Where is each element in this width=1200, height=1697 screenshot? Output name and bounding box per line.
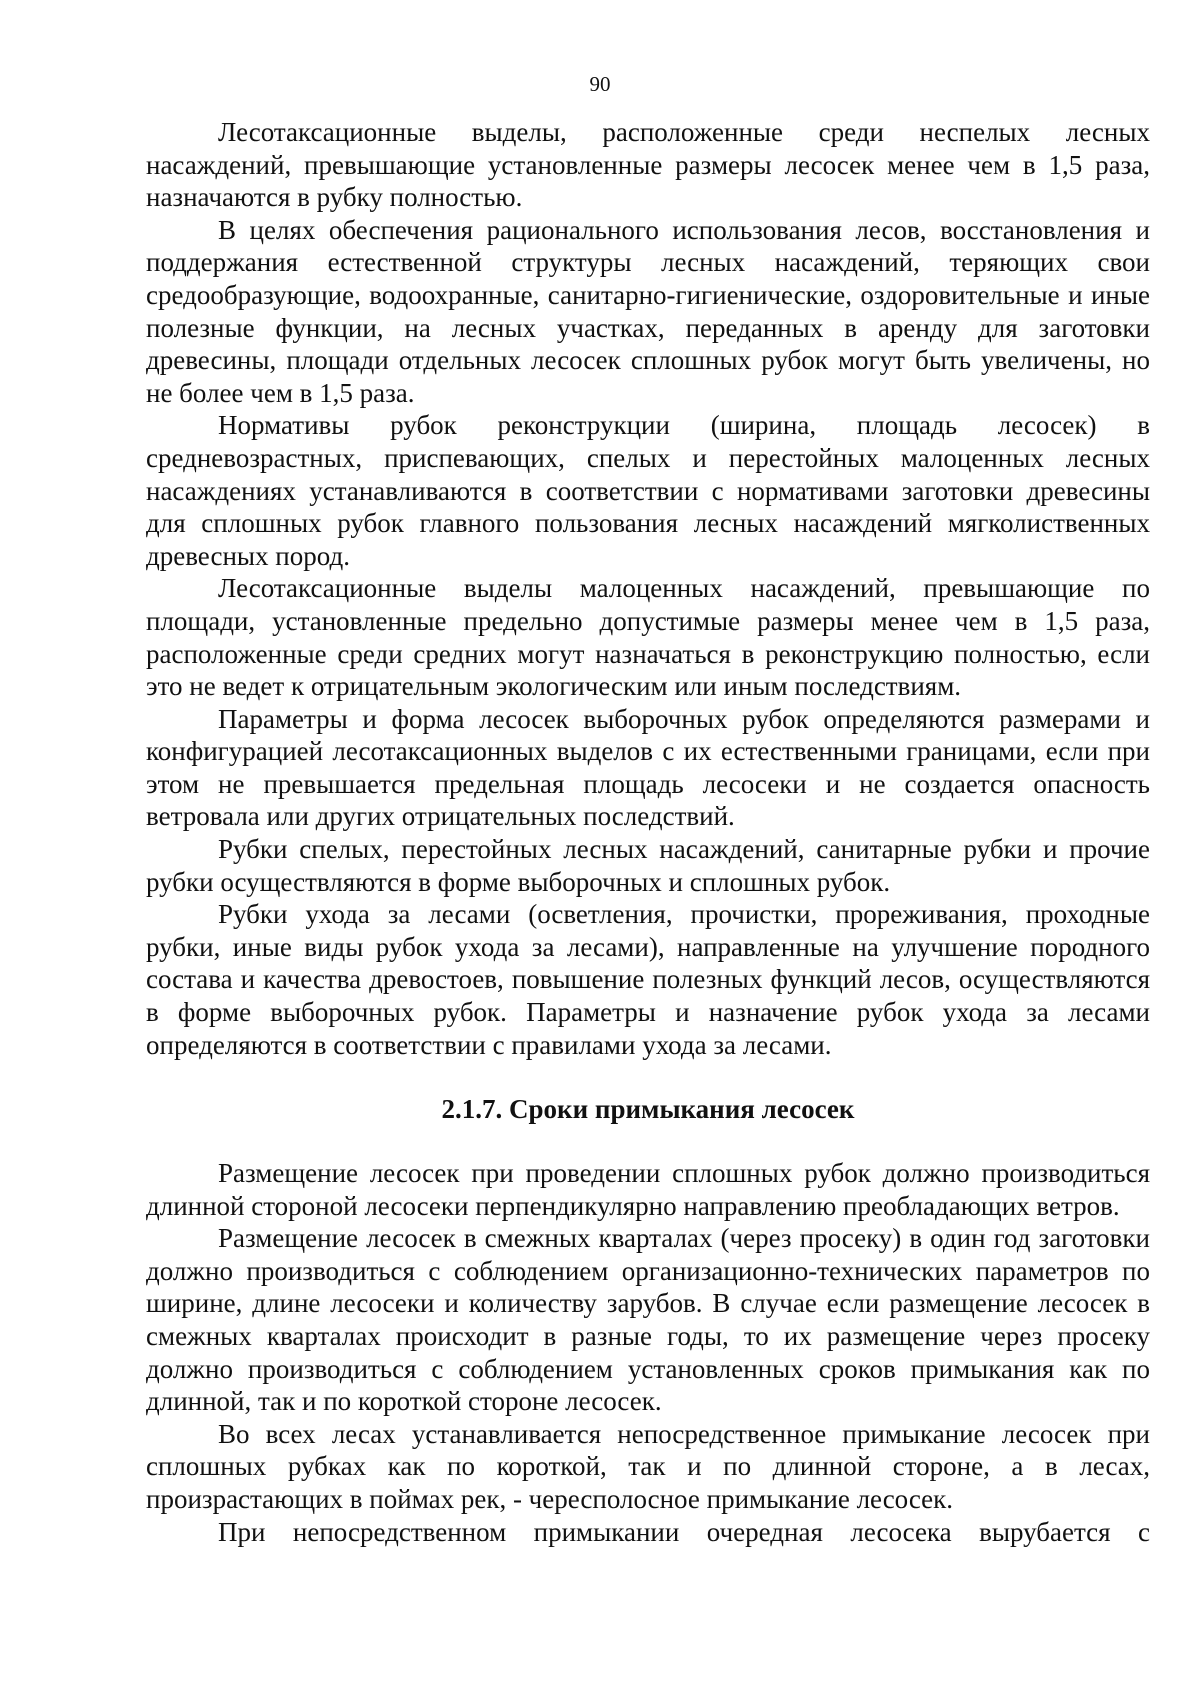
section-heading: 2.1.7. Сроки примыкания лесосек (441, 1094, 855, 1124)
paragraph: Нормативы рубок реконструкции (ширина, площадь лесосек) в средневозрастных, приспевающих, спелых и перестойных малоценных лесных насаждениях устанавливаются в соответствии с нормативами заготовки древесины для сплошных рубок главного пользования лесных насаждений мягколиственных древесных пород. (146, 410, 1150, 571)
paragraph: При непосредственном примыкании очередная лесосека вырубается с (218, 1516, 1150, 1547)
paragraph: Параметры и форма лесосек выборочных рубок определяются размерами и конфигурацией лесотаксационных выделов с их естественными границами, если при этом не превышается предельная площадь лесосеки и не создается опасность ветровала или других отрицательных последствий. (146, 703, 1150, 832)
paragraph: Лесотаксационные выделы, расположенные среди неспелых лесных насаждений, превышающие установленные размеры лесосек менее чем в 1,5 раза, назначаются в рубку полностью. (146, 117, 1150, 213)
paragraph: Рубки ухода за лесами (осветления, прочистки, прореживания, проходные рубки, иные виды рубок ухода за лесами), направленные на улучшение породного состава и качества древостоев, повышение полезных функций лесов, осуществляются в форме выборочных рубок. Параметры и назначение рубок ухода за лесами определяются в соответствии с правилами ухода за лесами. (146, 899, 1150, 1060)
paragraph: Размещение лесосек при проведении сплошных рубок должно производиться длинной стороной лесосеки перпендикулярно направлению преобладающих ветров. (146, 1158, 1150, 1221)
paragraph: Лесотаксационные выделы малоценных насаждений, превышающие по площади, установленные предельно допустимые размеры менее чем в 1,5 раза, расположенные среди средних могут назначаться в реконструкцию полностью, если это не ведет к отрицательным экологическим или иным последствиям. (146, 573, 1150, 702)
section-text-1 (146, 116, 1150, 1061)
section-text-2 (146, 1157, 1150, 1548)
paragraph: Рубки спелых, перестойных лесных насаждений, санитарные рубки и прочие рубки осуществляются в форме выборочных и сплошных рубок. (146, 834, 1150, 897)
paragraph: В целях обеспечения рационального использования лесов, восстановления и поддержания естественной структуры лесных насаждений, теряющих свои средообразующие, водоохранные, санитарно-гигиенические, оздоровительные и иные полезные функции, на лесных участках, переданных в аренду для заготовки древесины, площади отдельных лесосек сплошных рубок могут быть увеличены, но не более чем в 1,5 раза. (146, 214, 1150, 408)
paragraph: Во всех лесах устанавливается непосредственное примыкание лесосек при сплошных рубках как по короткой, так и по длинной стороне, а в лесах, произрастающих в поймах рек, - чересполосное примыкание лесосек. (146, 1418, 1150, 1514)
page-number: 90 (589, 72, 611, 96)
paragraph: Размещение лесосек в смежных кварталах (через просеку) в один год заготовки должно производиться с соблюдением организационно-технических параметров по ширине, длине лесосеки и количеству зарубов. В случае если размещение лесосек в смежных кварталах происходит в разные годы, то их размещение через просеку должно производиться с соблюдением установленных сроков примыкания как по длинной, так и по короткой стороне лесосек. (146, 1223, 1150, 1417)
